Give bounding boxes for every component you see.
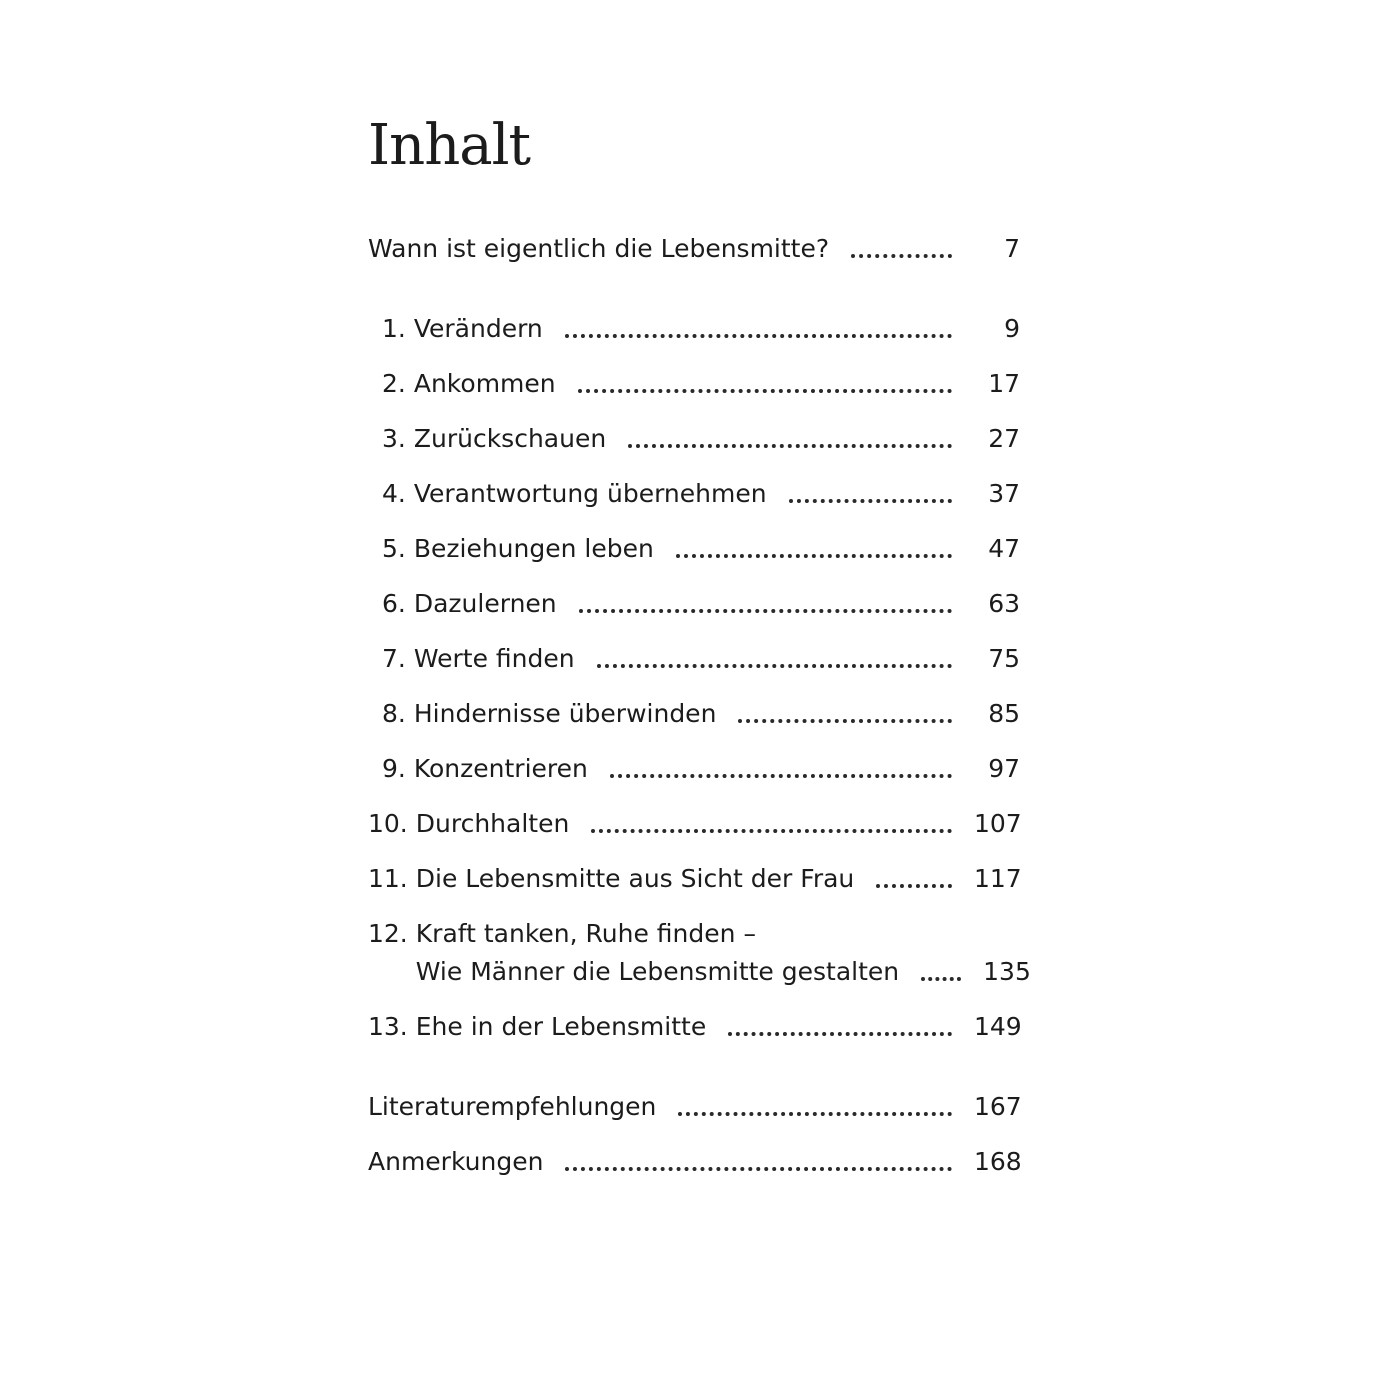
dot-leader — [565, 1167, 952, 1171]
toc-entry-label: Dazulernen — [413, 589, 557, 618]
toc-entry-number: 13. — [368, 1012, 408, 1041]
toc-entry-number: 12. — [368, 919, 408, 948]
toc-entry-chapter-8 — [368, 695, 1020, 733]
toc-entry-literature — [368, 1088, 1020, 1126]
dot-leader — [738, 719, 952, 723]
toc-entry-label: Kraft tanken, Ruhe finden – — [415, 919, 756, 948]
toc-entry-label: Ankommen — [413, 369, 556, 398]
toc-entry-number: 6. — [382, 589, 406, 618]
toc-entry-chapter-7 — [368, 640, 1020, 678]
toc-entry-page: 63 — [988, 589, 1020, 618]
dot-leader — [565, 334, 952, 338]
toc-entry-page: 168 — [974, 1147, 1022, 1176]
dot-leader — [610, 774, 952, 778]
toc-entry-chapter-4 — [368, 475, 1020, 513]
toc-entry-page: 9 — [1004, 314, 1020, 343]
toc-entry-page: 7 — [1004, 234, 1020, 263]
toc-entry-page: 17 — [988, 369, 1020, 398]
toc-entry-number: 4. — [382, 479, 406, 508]
toc-entry-page: 107 — [974, 809, 1022, 838]
dot-leader — [728, 1032, 952, 1036]
toc-entry-chapter-5 — [368, 530, 1020, 568]
toc-entry-page: 117 — [974, 864, 1022, 893]
toc-entry-label: Verantwortung übernehmen — [413, 479, 767, 508]
toc-entry-chapter-13 — [368, 1008, 1020, 1046]
toc-entry-notes — [368, 1143, 1020, 1181]
dot-leader — [579, 609, 952, 613]
toc-entry-label: Konzentrieren — [413, 754, 588, 783]
toc-entry-number: 3. — [382, 424, 406, 453]
toc-entry-number: 9. — [382, 754, 406, 783]
toc-list — [368, 230, 1031, 1181]
dot-leader — [578, 389, 952, 393]
toc-entry-number: 8. — [382, 699, 406, 728]
toc-entry-page: 27 — [988, 424, 1020, 453]
toc-entry-label: Verändern — [413, 314, 543, 343]
toc-entry-intro — [368, 230, 1020, 268]
toc-entry-number: 5. — [382, 534, 406, 563]
table-of-contents-page — [368, 112, 1031, 1198]
toc-entry-label: Literaturempfehlungen — [368, 1092, 657, 1121]
toc-entry-page: 149 — [974, 1012, 1022, 1041]
toc-entry-label: Anmerkungen — [368, 1147, 544, 1176]
toc-entry-chapter-10 — [368, 805, 1020, 843]
toc-entry-chapter-6 — [368, 585, 1020, 623]
toc-entry-number: 7. — [382, 644, 406, 673]
toc-entry-number: 2. — [382, 369, 406, 398]
toc-entry-chapter-3 — [368, 420, 1020, 458]
dot-leader — [678, 1112, 952, 1116]
toc-entry-chapter-11 — [368, 860, 1020, 898]
toc-entry-number: 1. — [382, 314, 406, 343]
dot-leader — [789, 499, 952, 503]
dot-leader — [676, 554, 952, 558]
toc-entry-page: 75 — [988, 644, 1020, 673]
toc-entry-page: 135 — [983, 957, 1031, 986]
toc-entry-chapter-12 — [368, 915, 1031, 991]
toc-entry-page: 47 — [988, 534, 1020, 563]
toc-entry-page: 167 — [974, 1092, 1022, 1121]
toc-entry-label: Ehe in der Lebensmitte — [415, 1012, 707, 1041]
toc-entry-label: Durchhalten — [415, 809, 570, 838]
toc-entry-label: Beziehungen leben — [413, 534, 654, 563]
dot-leader — [876, 884, 952, 888]
toc-entry-label: Werte finden — [413, 644, 575, 673]
toc-entry-label-line2: Wie Männer die Lebensmitte gestalten — [415, 957, 900, 986]
toc-entry-chapter-2 — [368, 365, 1020, 403]
toc-entry-label: Wann ist eigentlich die Lebensmitte? — [368, 234, 830, 263]
toc-entry-page: 97 — [988, 754, 1020, 783]
toc-entry-number: 11. — [368, 864, 408, 893]
dot-leader — [921, 977, 961, 981]
dot-leader — [591, 829, 952, 833]
dot-leader — [597, 664, 952, 668]
dot-leader — [628, 444, 952, 448]
toc-entry-label: Hindernisse überwinden — [413, 699, 717, 728]
dot-leader — [851, 254, 952, 258]
page-title: Inhalt — [368, 113, 531, 178]
toc-entry-number: 10. — [368, 809, 408, 838]
toc-entry-page: 85 — [988, 699, 1020, 728]
toc-entry-page: 37 — [988, 479, 1020, 508]
toc-entry-label: Die Lebensmitte aus Sicht der Frau — [415, 864, 855, 893]
toc-entry-chapter-9 — [368, 750, 1020, 788]
toc-entry-chapter-1 — [368, 310, 1020, 348]
toc-entry-label: Zurückschauen — [413, 424, 607, 453]
